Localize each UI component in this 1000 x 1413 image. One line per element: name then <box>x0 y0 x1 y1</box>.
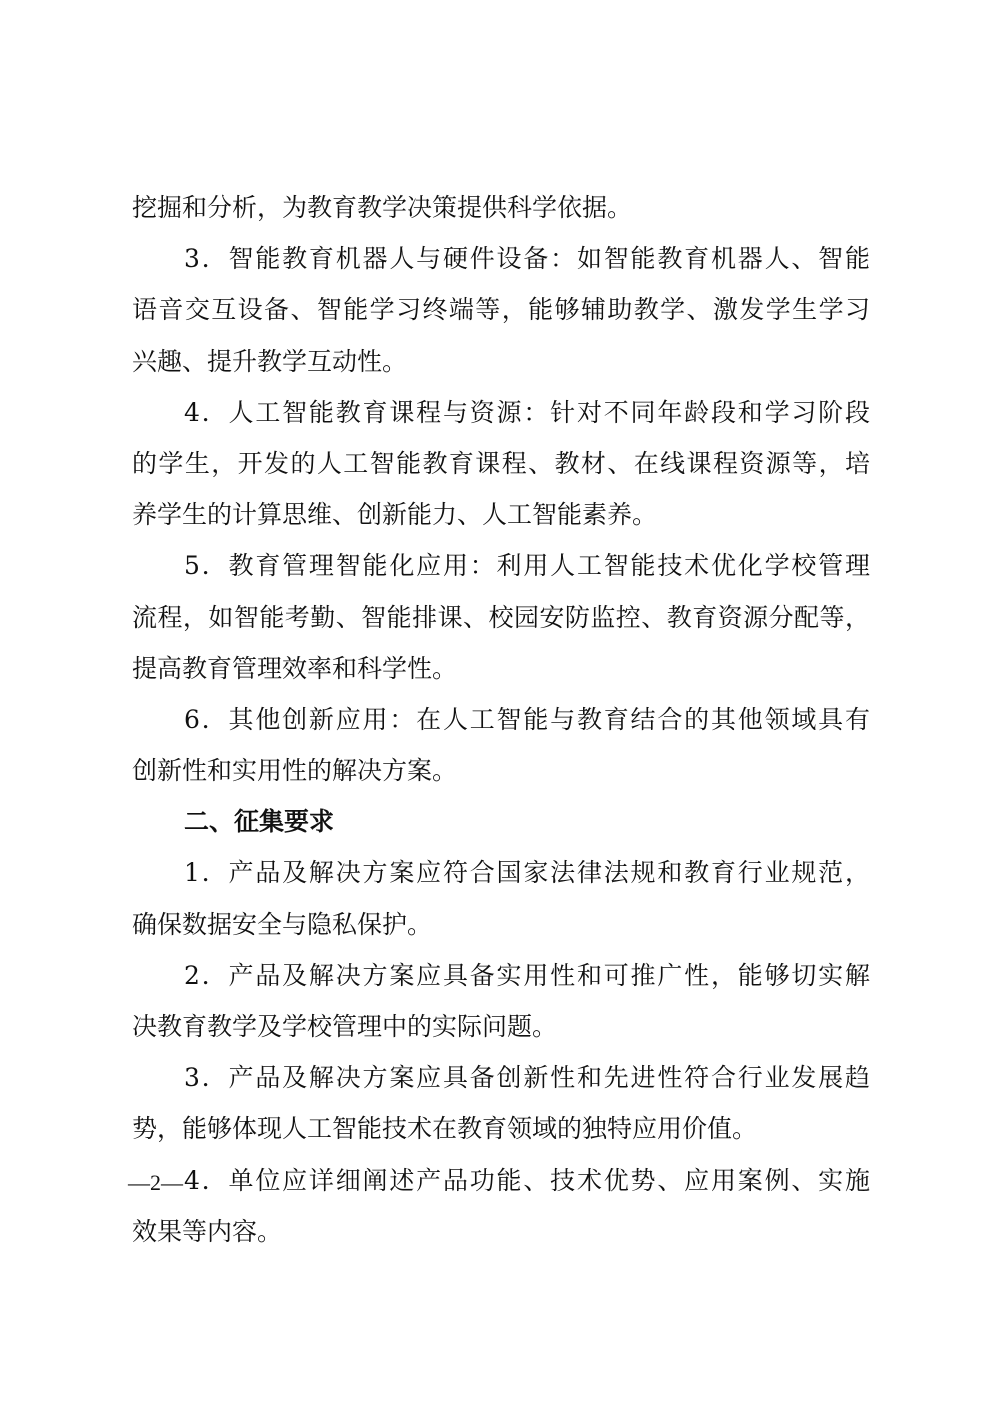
text-line: 3．智能教育机器人与硬件设备：如智能教育机器人、智能 <box>184 244 870 274</box>
text-line: 1．产品及解决方案应符合国家法律法规和教育行业规范， <box>184 858 870 888</box>
text-line: 提高教育管理效率和科学性。 <box>132 653 458 683</box>
text-line: 确保数据安全与隐私保护。 <box>132 909 433 939</box>
text-line: 势，能够体现人工智能技术在教育领域的独特应用价值。 <box>132 1114 758 1144</box>
text-line: 兴趣、提升教学互动性。 <box>132 346 408 376</box>
text-line: 3．产品及解决方案应具备创新性和先进性符合行业发展趋 <box>184 1063 870 1093</box>
text-line: 4．人工智能教育课程与资源：针对不同年龄段和学习阶段 <box>184 397 870 427</box>
text-line: 挖掘和分析，为教育教学决策提供科学依据。 <box>132 193 633 222</box>
document-body <box>132 182 870 1257</box>
page-number: —2— <box>128 1170 183 1195</box>
text-line: 2．产品及解决方案应具备实用性和可推广性，能够切实解 <box>184 960 870 990</box>
section-heading: 二、征集要求 <box>184 807 335 837</box>
text-line: 流程，如智能考勤、智能排课、校园安防监控、教育资源分配等， <box>132 602 870 632</box>
text-line: 创新性和实用性的解决方案。 <box>132 756 458 786</box>
text-line: 4．单位应详细阐述产品功能、技术优势、应用案例、实施 <box>184 1165 870 1195</box>
text-line: 效果等内容。 <box>132 1216 283 1246</box>
text-line: 6．其他创新应用：在人工智能与教育结合的其他领域具有 <box>184 704 870 734</box>
text-line: 语音交互设备、智能学习终端等，能够辅助教学、激发学生学习 <box>132 295 870 325</box>
text-line: 养学生的计算思维、创新能力、人工智能素养。 <box>132 500 658 530</box>
text-line: 5．教育管理智能化应用：利用人工智能技术优化学校管理 <box>184 551 870 581</box>
text-line: 的学生，开发的人工智能教育课程、教材、在线课程资源等，培 <box>132 448 870 478</box>
text-line: 决教育教学及学校管理中的实际问题。 <box>132 1012 558 1041</box>
